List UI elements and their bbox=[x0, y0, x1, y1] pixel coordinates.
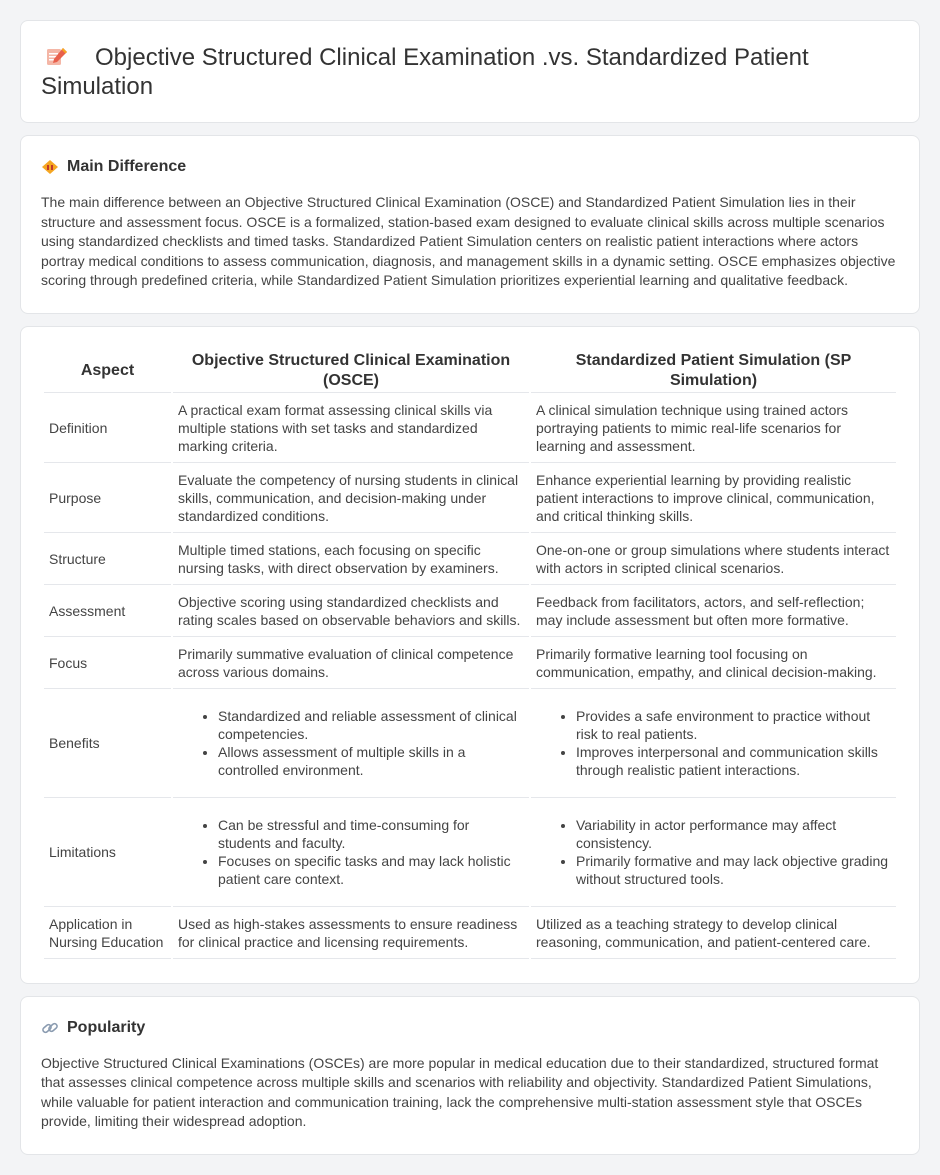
popularity-heading-text: Popularity bbox=[67, 1018, 146, 1036]
row-osce: Objective scoring using standardized checklists and rating scales based on observable behaviors and skills. bbox=[173, 587, 529, 637]
diamond-warning-icon bbox=[41, 159, 59, 175]
table-row bbox=[44, 639, 896, 689]
row-sp: Enhance experiential learning by providing realistic patient interactions to improve clinical, communication, and critical thinking skills. bbox=[531, 465, 896, 533]
list-item: • Primarily formative and may lack objective grading without structured tools. bbox=[576, 852, 891, 888]
row-aspect: Definition bbox=[44, 395, 171, 463]
row-sp: A clinical simulation technique using trained actors portraying patients to mimic real-life scenarios for learning and assessment. bbox=[531, 395, 896, 463]
row-aspect: Limitations bbox=[44, 800, 171, 907]
row-aspect: Application in Nursing Education bbox=[44, 909, 171, 959]
list-item: • Focuses on specific tasks and may lack holistic patient care context. bbox=[218, 852, 524, 888]
row-osce: Multiple timed stations, each focusing on specific nursing tasks, with direct observation by examiners. bbox=[173, 535, 529, 585]
row-aspect: Purpose bbox=[44, 465, 171, 533]
main-difference-card bbox=[20, 135, 920, 314]
benefits-osce-list bbox=[178, 707, 524, 779]
page-title-text: Objective Structured Clinical Examination .vs. Standardized Patient Simulation bbox=[41, 44, 809, 100]
header-sp: Standardized Patient Simulation (SP Simulation) bbox=[531, 351, 896, 393]
list-item: • Provides a safe environment to practice without risk to real patients. bbox=[576, 707, 891, 743]
row-sp: One-on-one or group simulations where students interact with actors in scripted clinical scenarios. bbox=[531, 535, 896, 585]
row-osce: Used as high-stakes assessments to ensure readiness for clinical practice and licensing requirements. bbox=[173, 909, 529, 959]
main-difference-heading bbox=[41, 158, 899, 176]
header-aspect: Aspect bbox=[44, 351, 171, 393]
table-header-row bbox=[44, 351, 896, 393]
row-aspect: Assessment bbox=[44, 587, 171, 637]
pencil-note-icon bbox=[45, 45, 69, 67]
list-item: • Improves interpersonal and communication skills through realistic patient interactions. bbox=[576, 743, 891, 779]
benefits-sp-list bbox=[536, 707, 891, 779]
table-row-limitations bbox=[44, 800, 896, 907]
table-row-application bbox=[44, 909, 896, 959]
list-item: • Can be stressful and time-consuming for students and faculty. bbox=[218, 816, 524, 852]
limitations-sp-list bbox=[536, 816, 891, 888]
table-row-benefits bbox=[44, 691, 896, 798]
list-item: • Variability in actor performance may affect consistency. bbox=[576, 816, 891, 852]
row-aspect: Structure bbox=[44, 535, 171, 585]
table-row bbox=[44, 395, 896, 463]
table-row bbox=[44, 465, 896, 533]
row-aspect: Benefits bbox=[44, 691, 171, 798]
limitations-sp bbox=[531, 800, 896, 907]
list-item: • Standardized and reliable assessment of clinical competencies. bbox=[218, 707, 524, 743]
row-osce: Primarily summative evaluation of clinical competence across various domains. bbox=[173, 639, 529, 689]
comparison-table-card bbox=[20, 326, 920, 984]
comparison-table bbox=[42, 349, 898, 961]
row-sp: Feedback from facilitators, actors, and self-reflection; may include assessment but often more formative. bbox=[531, 587, 896, 637]
link-icon bbox=[41, 1020, 59, 1036]
limitations-osce-list bbox=[178, 816, 524, 888]
title-card bbox=[20, 20, 920, 123]
benefits-sp bbox=[531, 691, 896, 798]
row-sp: Utilized as a teaching strategy to develop clinical reasoning, communication, and patient-centered care. bbox=[531, 909, 896, 959]
popularity-card bbox=[20, 996, 920, 1155]
benefits-osce bbox=[173, 691, 529, 798]
row-osce: Evaluate the competency of nursing students in clinical skills, communication, and decision-making under standardized conditions. bbox=[173, 465, 529, 533]
limitations-osce bbox=[173, 800, 529, 907]
header-osce: Objective Structured Clinical Examination (OSCE) bbox=[173, 351, 529, 393]
main-difference-heading-text: Main Difference bbox=[67, 158, 187, 175]
page-title bbox=[41, 43, 899, 101]
main-difference-text: The main difference between an Objective Structured Clinical Examination (OSCE) and Standardized Patient Simulation lies in their structure and assessment focus. OSCE is a formalized, station-based exam designed to evaluate clinical skills across multiple scenarios using standardized checklists and timed tasks. Standardized Patient Simulation centers on realistic patient interactions where actors portray medical conditions to assess communication, diagnosis, and management skills in a dynamic setting. OSCE emphasizes objective scoring through predefined criteria, while Standardized Patient Simulation prioritizes experiential learning and qualitative feedback. bbox=[41, 194, 896, 288]
table-row bbox=[44, 587, 896, 637]
row-osce: A practical exam format assessing clinical skills via multiple stations with set tasks and standardized marking criteria. bbox=[173, 395, 529, 463]
list-item: • Allows assessment of multiple skills in a controlled environment. bbox=[218, 743, 524, 779]
row-aspect: Focus bbox=[44, 639, 171, 689]
popularity-text: Objective Structured Clinical Examinations (OSCEs) are more popular in medical education due to their standardized, structured format that assesses clinical competence across multiple skills and scenarios with reliability and objectivity. Standardized Patient Simulations, while valuable for patient interaction and communication training, lack the comprehensive multi-station assessment style that OSCEs provide, limiting their widespread adoption. bbox=[41, 1054, 879, 1129]
row-sp: Primarily formative learning tool focusing on communication, empathy, and clinical decision-making. bbox=[531, 639, 896, 689]
popularity-heading bbox=[41, 1019, 899, 1037]
table-row bbox=[44, 535, 896, 585]
